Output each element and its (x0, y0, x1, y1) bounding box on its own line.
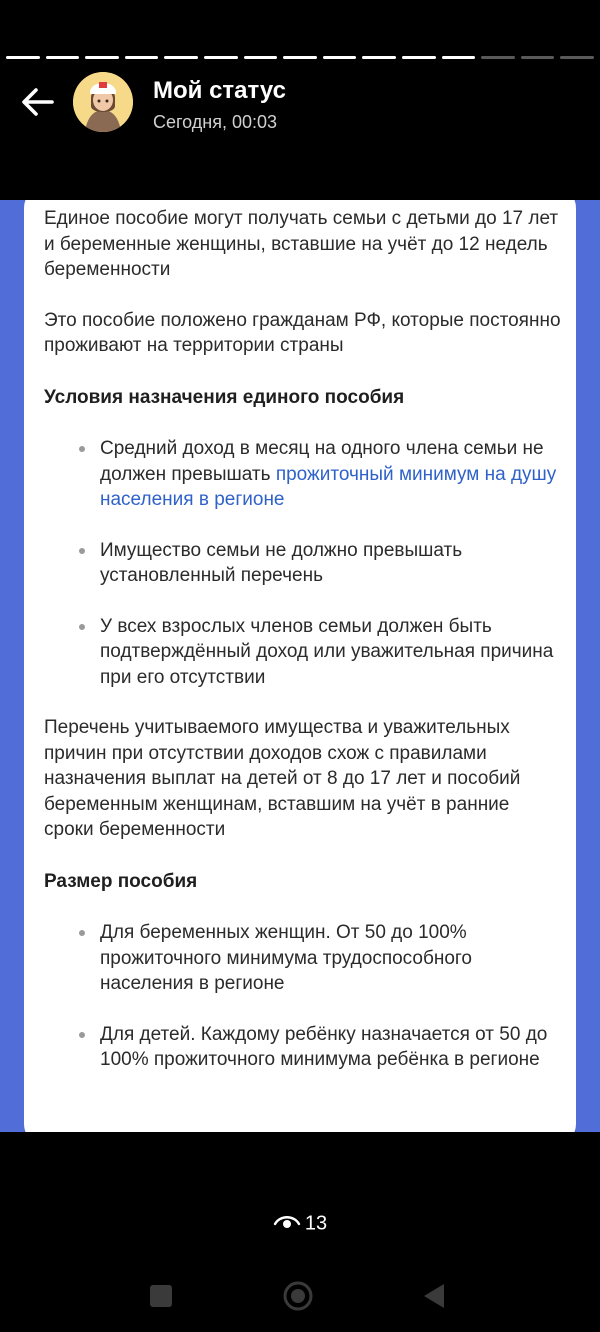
progress-segment (244, 56, 278, 59)
progress-segment (362, 56, 396, 59)
progress-segment (560, 56, 594, 59)
system-nav-bar (0, 1270, 600, 1322)
status-title: Мой статус (153, 77, 286, 104)
property-note-paragraph: Перечень учитываемого имущества и уважительных причин при отсутствии доходов схож с правилами назначения выплат на детей от 8 до 17 лет и пособий беременным женщинам, вставшим на учёт в ранние сроки беременности (44, 717, 521, 840)
status-header (0, 68, 600, 138)
intro-paragraph: Единое пособие могут получать семьи с детьми до 17 лет и беременные женщины, вставшие на учёт до 12 недель беременности (44, 208, 559, 280)
progress-segment (46, 56, 80, 59)
progress-segment (521, 56, 555, 59)
progress-segment (442, 56, 476, 59)
info-text (44, 206, 564, 1073)
recents-icon[interactable] (149, 1284, 173, 1313)
status-timestamp: Сегодня, 00:03 (153, 112, 278, 132)
progress-segment (204, 56, 238, 59)
info-card (24, 200, 576, 1132)
views-counter[interactable] (0, 1212, 600, 1236)
conditions-heading: Условия назначения единого пособия (44, 386, 405, 408)
progress-segment (85, 56, 119, 59)
conditions-list (44, 436, 564, 690)
progress-segment (6, 56, 40, 59)
back-icon[interactable] (422, 1282, 446, 1315)
subsistence-minimum-link[interactable]: прожиточный минимум на душу населения в регионе (100, 463, 557, 510)
avatar[interactable] (73, 72, 133, 132)
list-item-text: Средний доход в месяц на одного члена семьи не должен превышать (100, 438, 544, 485)
progress-segment (164, 56, 198, 59)
eye-icon (273, 1212, 301, 1236)
progress-segment (283, 56, 317, 59)
list-item: Для беременных женщин. От 50 до 100% прожиточного минимума трудоспособного населения в регионе (100, 920, 564, 997)
size-list (44, 920, 564, 1073)
home-icon[interactable] (282, 1280, 314, 1317)
progress-segment (402, 56, 436, 59)
size-heading: Размер пособия (44, 870, 198, 892)
arrow-left-icon[interactable] (18, 84, 58, 120)
story-progress-bar (6, 56, 594, 59)
citizens-paragraph: Это пособие положено гражданам РФ, которые постоянно проживают на территории страны (44, 309, 561, 356)
story-content[interactable] (0, 200, 600, 1132)
progress-segment (481, 56, 515, 59)
list-item (100, 436, 564, 513)
list-item: У всех взрослых членов семьи должен быть подтверждённый доход или уважительная причина при его отсутствии (100, 614, 564, 691)
views-count: 13 (304, 1212, 328, 1235)
list-item: Для детей. Каждому ребёнку назначается от 50 до 100% прожиточного минимума ребёнка в регионе (100, 1022, 564, 1073)
list-item: Имущество семьи не должно превышать установленный перечень (100, 538, 564, 589)
progress-segment (323, 56, 357, 59)
progress-segment (125, 56, 159, 59)
